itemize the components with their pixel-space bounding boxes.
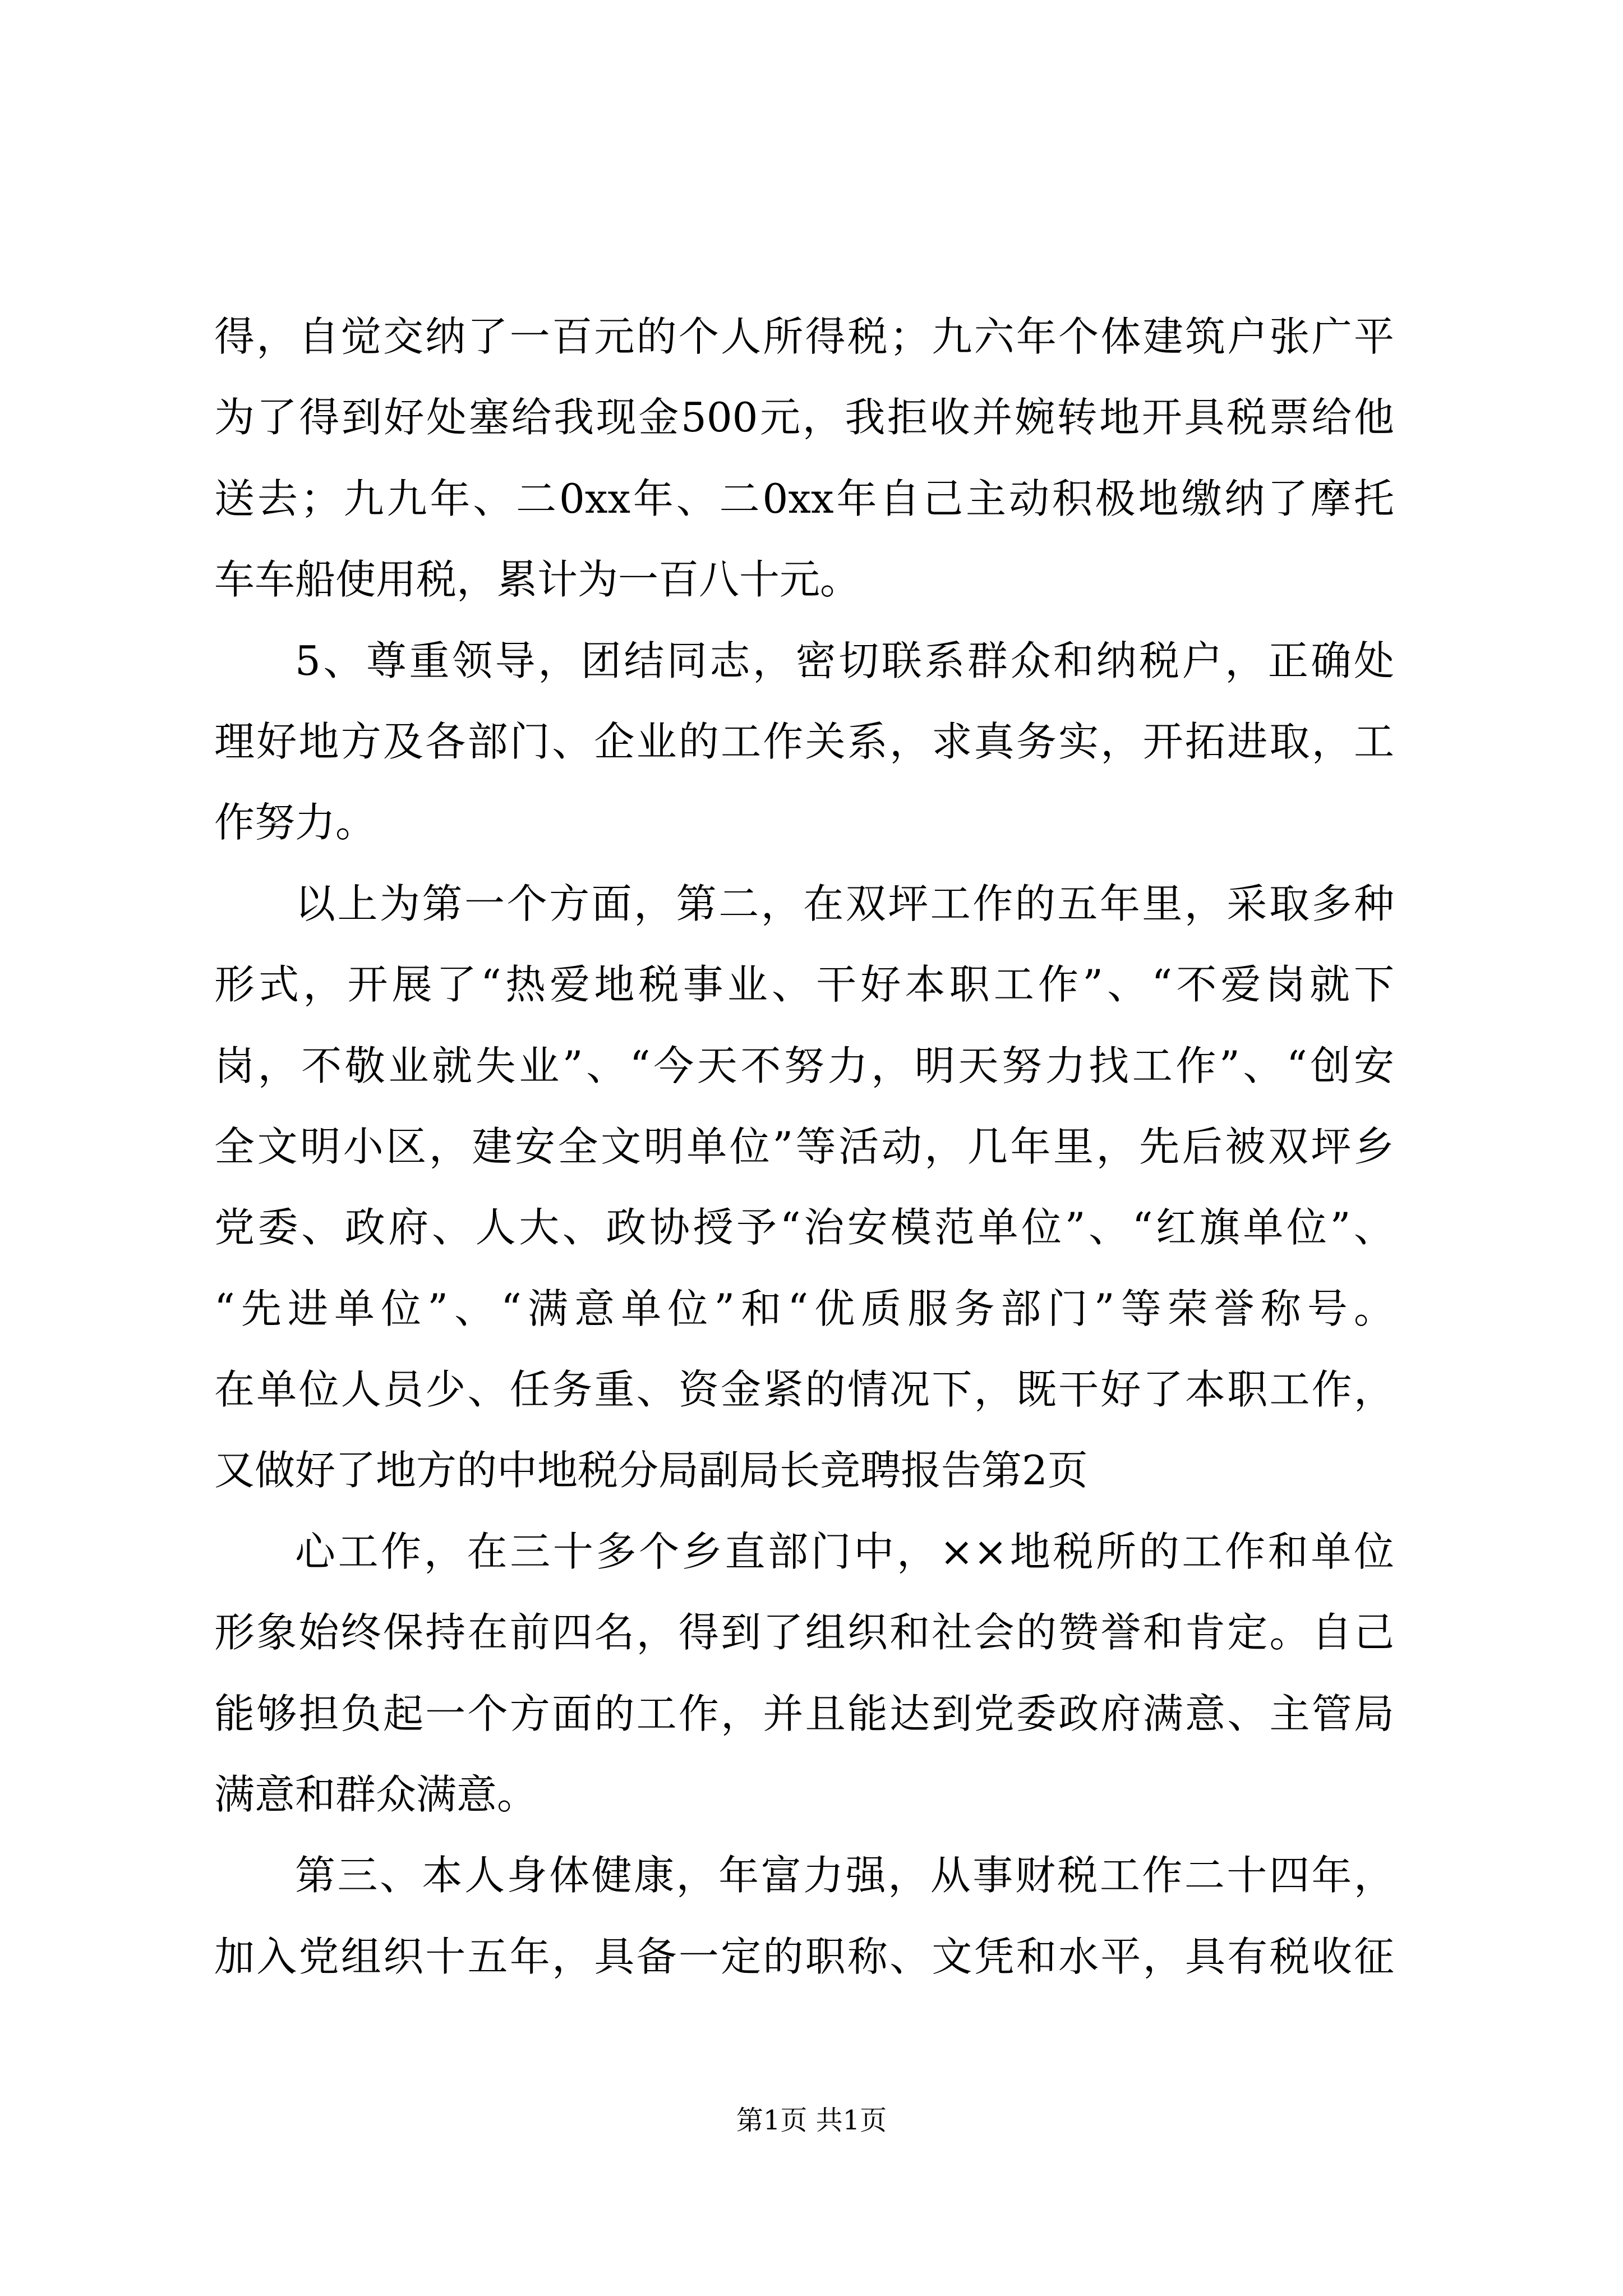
text-line: 形式，开展了“热爱地税事业、干好本职工作”、“不爱岗就下 [214, 961, 1394, 1009]
text-line: 又做好了地方的中地税分局副局长竞聘报告第2页 [214, 1447, 1088, 1494]
page-footer [0, 2104, 1623, 2137]
text-line: 党委、政府、人大、政协授予“治安模范单位”、“红旗单位”、 [214, 1204, 1394, 1251]
text-line: 能够担负起一个方面的工作，并且能达到党委政府满意、主管局 [214, 1690, 1394, 1737]
text-line: 为了得到好处塞给我现金500元，我拒收并婉转地开具税票给他 [214, 394, 1394, 441]
text-line: 车车船使用税，累计为一百八十元。 [214, 556, 861, 604]
text-line: 在单位人员少、任务重、资金紧的情况下，既干好了本职工作， [214, 1366, 1394, 1414]
paragraph [214, 296, 1394, 620]
text-line: 岗，不敬业就失业”、“今天不努力，明天努力找工作”、“创安 [214, 1042, 1394, 1089]
text-line: 以上为第一个方面，第二，在双坪工作的五年里，采取多种 [295, 880, 1394, 927]
text-line: 得，自觉交纳了一百元的个人所得税；九六年个体建筑户张广平 [214, 313, 1394, 360]
text-line: 加入党组织十五年，具备一定的职称、文凭和水平，具有税收征 [214, 1932, 1394, 1980]
paragraph [214, 1835, 1394, 1997]
text-line: 满意和群众满意。 [214, 1771, 538, 1819]
text-line: 全文明小区，建安全文明单位”等活动，几年里，先后被双坪乡 [214, 1122, 1394, 1170]
text-line: 形象始终保持在前四名，得到了组织和社会的赞誉和肯定。自己 [214, 1609, 1394, 1657]
text-line: “先进单位”、“满意单位”和“优质服务部门”等荣誉称号。 [214, 1285, 1394, 1332]
body-text [214, 296, 1394, 1997]
text-line: 作努力。 [214, 799, 376, 846]
page-number-label: 第1页 共1页 [736, 2105, 887, 2136]
text-line: 5、尊重领导，团结同志，密切联系群众和纳税户，正确处 [295, 637, 1394, 684]
paragraph [214, 1511, 1394, 1835]
paragraph [214, 863, 1394, 1511]
text-line: 理好地方及各部门、企业的工作关系，求真务实，开拓进取，工 [214, 717, 1394, 765]
text-line: 第三、本人身体健康，年富力强，从事财税工作二十四年， [295, 1852, 1394, 1899]
text-line: 心工作，在三十多个乡直部门中，××地税所的工作和单位 [295, 1527, 1394, 1575]
paragraph [214, 620, 1394, 863]
text-line: 送去；九九年、二0xx年、二0xx年自己主动积极地缴纳了摩托 [214, 475, 1394, 522]
